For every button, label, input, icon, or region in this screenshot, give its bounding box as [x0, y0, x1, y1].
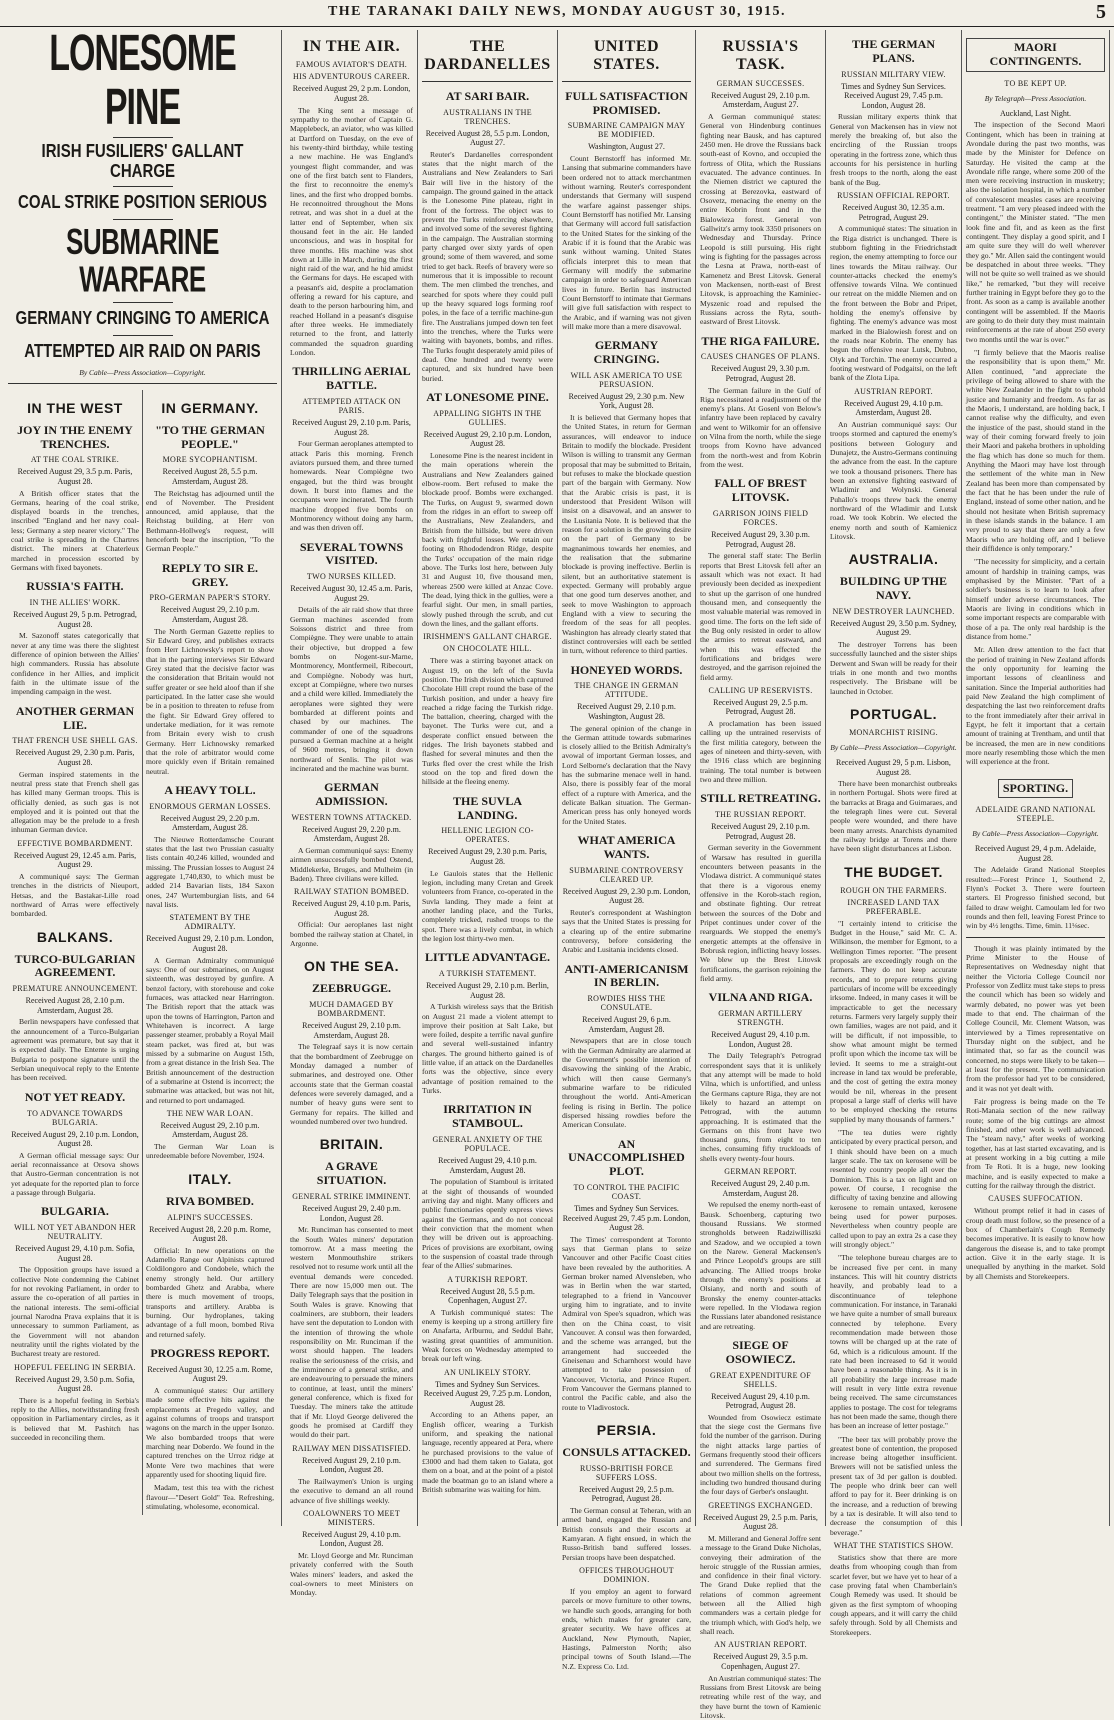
article-text: Mr. Runciman has consented to meet the South Wales miners' deputation tomorrow. At a mass meeting the western Monmouthshire strikers resolved not to resume work until all the eventual demands were conceded. There are now 15,000 men out. The Daily Telegraph says that the position in South Wales is grave. Knowing that coalminers, are stubborn, their leaders have sent the deputation to London with the intention of throwing the whole responsibility on Mr. Runciman if the worst should happen. The leaders realise the seriousness of the crisis, and the imminence of a general strike, and are endeavouring to persuade the miners to continue, at least, until the miners' general conference, which is fixed for Tuesday. The miners take the attitude that if Mr. Lloyd George delivered the goods he promised at Cardiff they would do their part.: [290, 1225, 413, 1440]
masthead: [0, 0, 1114, 27]
article-headline: NOT YET READY.: [24, 1089, 126, 1104]
article-text: A German Admiralty communiqué says: One of our submarines, on August sixteenth, was destroyed by gunfire. A benzol factory, with storehouse and coke furnaces, was attacked near Harrington. The British report that the attack was upon the towns of Harrington, Parton and Whitehaven is incorrect. A large passenger steamer, probably a Royal Mail steam packet, was fired at, but was missed by a submarine on August 15th, from a great distance in the Irish Sea. The British announcement of the destruction of a submarine at Ostend is incorrect; the submarine was attacked, but was not hit, and returned to port undamaged.: [146, 955, 274, 1105]
dateline: Received August 29, 4 p.m. Adelaide, August 28.: [974, 844, 1097, 863]
dateline: Received August 28, 2.10 p.m. Amsterdam, August 28.: [25, 996, 125, 1015]
article-headline: GERMAN ADMISSION.: [315, 780, 388, 808]
dateline: Received August 29, 3.5 p.m. Paris, August 28.: [17, 467, 133, 486]
article-text: A Turkish communiqué states: The enemy is keeping up a strong artillery fire on Anafarta, Arlburnu, and Seddul Bahr, wasting great quantities of ammunition. Weak forces on Wednesday attempted to break our left wing.: [422, 1307, 553, 1364]
article-text: The Railwaymen's Union is urging the executive to demand an all round advance of five shillings weekly.: [290, 1476, 413, 1505]
article-text: "I certainly intend to criticise the Budget in the House," said Mr. C. A. Wilkinson, the member for Egmont, to a Wellington Times reporter. "The present proposals are exceedingly rough on the farmers. They do not keep accurate records, and to prepare returns giving particulars of income will be exceedingly irksome. Indeed, in many cases it will be impracticable to get the necessary returns. Farmers very largely supply their own families, wages are not paid, and it will be difficult, if not impossible, to show what amount might be termed profit upon which the income tax will be levied. It seems to me a straight-out increase in land tax would be preferable, and the cost of getting the extra money would be nil, whereas in the present proposal a large staff of clerks will have to be employed checking the returns supplied by many thousands of farmers.": [830, 918, 957, 1124]
article-subhead: ON CHOCOLATE HILL.: [443, 644, 532, 654]
column-front: [4, 25, 282, 1526]
article-text: Berlin newspapers have confessed that the announcement of a Turco-Bulgarian agreement was premature, but say that it is expected daily. The Entente is urging Bulgaria to postpone signature until the Serbian unequivocal reply to the Entente has been received.: [11, 1017, 139, 1083]
article-text: The destroyer Torrens has been successfully launched and the sister ships Derwent and Swan will be ready for their trials in one month and two months respectively. The Brisbane will be launched in October.: [830, 640, 957, 696]
dateline: Received August 29, 3.30 p.m. Petrograd, August 28.: [711, 530, 810, 549]
headline-coal-strike: COAL STRIKE POSITION SERIOUS: [18, 191, 267, 213]
dateline: Received August 29, 4.10 p.m. Amsterdam, August 28.: [438, 1156, 537, 1175]
dateline: Received August 30, 12.25 a.m. Rome, August 29.: [147, 1364, 273, 1384]
dateline: Received August 29, 4.10 p.m. Petrograd, August 28.: [711, 1391, 810, 1411]
headline-germany-cringing: GERMANY CRINGING TO AMERICA: [15, 308, 270, 330]
article-text: Russian military experts think that General von Mackensen has in view not merely the breaking of, but also the encircling of the Russian troops operating in the fortress zone, which thus accounts for his persistence in hurling fresh troops to the north, along the east bank of the Bug.: [830, 112, 957, 187]
article-text: There was a stirring bayonet attack on August 19, on the left of the Suvla position. The Irish division which captured Chocolate Hill crept round the base of the Turkish position, and under a heavy fire reached a ridge facing the Turkish ridge. The battalion, cheering, charged with the bayonet. The Turks were cut, and a desperate conflict ensued between the ridges. The Irish bayonets stabbed and flashed for several minutes and then the Turks fled over the crest while the Irish stood on the top and fired down the hillside at the fleeing enemy.: [422, 656, 553, 787]
dateline: Received August 29, 2.10 p.m. Amsterdam, August 28.: [160, 605, 260, 624]
article-subhead: HIS ADVENTUROUS CAREER.: [293, 72, 410, 82]
article-text: An Austrian communiqué states: The Russians from Brest Litovsk are being retreating while rest of the way, and they have burnt the town of Kamienic Litovsk.: [700, 1673, 821, 1720]
dateline: Received August 29, 3.50 p.m. Sydney, August 29.: [830, 618, 957, 638]
article-subhead: WILL ASK AMERICA TO USE PERSUASION.: [570, 370, 683, 389]
article-headline: REPLY TO SIR E. GREY.: [161, 560, 259, 589]
section-german-plans: THE GERMAN PLANS.: [851, 37, 935, 65]
article-text: A communiqué says: The German trenches in the districts of Nieuport, Hetsas, and the Bastakar-Lille road northward of Arras were effectively bombarded.: [11, 872, 139, 919]
article-subhead: GREETINGS EXCHANGED.: [708, 1500, 813, 1510]
dateline: Received August 29, 2.40 p.m. London, August 28.: [302, 1203, 401, 1223]
section-sporting: SPORTING.: [998, 779, 1073, 799]
article-text: The King sent a message of sympathy to the mother of Captain G. Mapplebeck, an aviator, who was killed at Dartford on Tuesday, on the eve of his twenty-third birthday, while testing a new machine. He was England's youngest flight commander, and was one of the first batch sent to Flanders, the first to reconnoitre the enemy's lines, and the first who dropped bombs. He reconnoitred throughout the Mons retreat, and was shot in a duel at the latter end of September, when six thousand feet in the air. He landed unconscious, and was in hospital for three months. His machine was shot down at Lille in March, during the first night raid of the war, and he hid amidst the Germans for days. He escaped with a peasant's aid, despite a proclamation offering a reward for his capture, and death to the person harbouring him, and reached Holland in a peasant's disguise after three weeks. He immediately returned to the front, and latterly commanded the squadron guarding London.: [290, 105, 413, 358]
article-text: The general opinion of the change in the German attitude towards submarines is closely allied to the British Admiralty's avowal of important German losses, and Lord Selborne's declaration that the Navy has the submarine menace well in hand. Also, there is possibly fear of the moral effect of a rupture with America, and the delicate Balkan situation. The German-American press has only honeyed words for the United States.: [562, 723, 691, 826]
dateline: Received August 29, 2.10 p.m. London, August 28.: [302, 1455, 401, 1475]
article-subhead: GREAT EXPENDITURE OF SHELLS.: [710, 1370, 811, 1389]
article-subhead: SUBMARINE CONTROVERSY CLEARED UP.: [569, 865, 684, 884]
article-text: Wounded from Osowiecz estimate that the siege cost the Germans five fold the number of the garrison. During the night attacks large parties of Germans frequently stood their officers and surrendered. The Germans fired about two million shells on the fortress, including two hundred thousand during the four days of Gerber's onslaught.: [700, 1412, 821, 1497]
article-text: A communiqué states: Our artillery made some effective hits against the emplacements at Pregedo valley, and against columns of troops and transport wagons on the march in the upper Isonzo. We also bombarded troops that were marching near Doberdo. We found in the captured trenches on the Urroz ridge at Monte Vere two machines that were apparently used for shooting liquid fire.: [146, 1385, 274, 1479]
article-headline: HONEYED WORDS.: [570, 662, 683, 677]
dateline: Received August 29, 12.45 a.m. Paris, August 29.: [13, 850, 137, 870]
article-text: The general staff state: The Berlin reports that Brest Litovsk fell after an assault which was not exact. It had previously been decided as inexpedient to shut up the garrison of one hundred thousand men, and consequently the most valuable material was removed in good time. The forts on the left side of the Bug only resisted in order to allow the armies to retreat eastward, and when this was effected the fortifications and bridges were destroyed, and the garrison rejoined the field army.: [700, 551, 821, 682]
dateline: Received August 29, 2.20 p.m. Amsterdam, August 28.: [302, 824, 401, 844]
article-headline: BUILDING UP THE NAVY.: [839, 574, 948, 603]
section-persia: PERSIA.: [596, 1422, 657, 1438]
article-headline: VILNA AND RIGA.: [708, 990, 813, 1005]
dateline: Received August 29, 2.10 p.m. Amsterdam, August 27.: [711, 90, 810, 110]
advertisement-express: If you employ an agent to forward parcels or move furniture to other towns, we handle such goods, arranging for both ends, which makes for greater care, greater security. We have offices at Auckland, New Plymouth, Napier, Hastings, Palmerston North; also principal towns of South Island.—The N.Z. Express Co. Ltd.: [562, 1586, 691, 1671]
article-subhead: MUCH DAMAGED BY BOMBARDMENT.: [309, 1000, 394, 1019]
dateline: Received August 29, 5 p.m. Lisbon, August 28.: [836, 757, 951, 777]
dateline: Received August 29, 2.10 p.m. Petrograd, August 28.: [711, 822, 810, 841]
article-subhead: ROUGH ON THE FARMERS.: [840, 885, 947, 895]
headline-air-raid: ATTEMPTED AIR RAID ON PARIS: [24, 340, 261, 362]
article-text: According to an Athens paper, an English officer, wearing a Turkish uniform, and speaking the national language, recently appeared at Pera, where he purchased provisions to the value of £3000 and had them taken to Galata, got them on a boat, and at the point of a pistol made the boatman go to an island where a British submarine was waiting for him.: [422, 1410, 553, 1495]
article-subhead: GENERAL ANXIETY OF THE POPULACE.: [432, 1135, 543, 1154]
article-text: The Times' correspondent at Toronto says that German plans to seize Vancouver and other Pacific Coast cities have been revealed by the authorities. A German broker named Alvensleben, who was in Berlin when the war started, telegraphed to a friend in Vancouver urging him to ingratiate, and to invite Admiral von Spee's squadron, which was then on the China coast, to visit Vancouver. A consul was then forwarded, and the scheme was arranged, but the arrangement had succeeded the Gneisenau and Scharnhorst would have attempted to take possession of Vancouver, Victoria, and Prince Rupert. From Vancouver the Germans planned to control the Pacific cable, and also the route to Vladivostock.: [562, 1234, 691, 1412]
article-text: "The beer tax will probably prove the greatest bone of contention, the proposed increase being altogether insufficient. Brewers will not be satisfied unless the present tax of 3d per gallon is doubled. The people who drink beer can well afford to pay for it. Beer drinking is on the increase, and a reduction of brewing by a tax is desirable. It will also tend to decrease the consumption of this beverage.": [830, 1434, 957, 1537]
article-text: A Turkish wireless says that the British on August 21 made a violent attempt to improve their position at Salt Lake, but were foiled, despite a terrific naval gunfire and several well-sustained infantry charges. The ground hitherto gained is of little value, if an attack on the Dardanelles forts was the objective, since every advantage of position remained to the Turks.: [422, 1002, 553, 1096]
article-text: We repulsed the enemy north-east of Bausk. Schoenberg, capturing two thousand Russians. We stormed strongholds between Radziwilliszki and Szadow, and we occupied a town on the Narew. General Mackensen's and Prince Leopold's groups are still advancing. The Allied troops broke through the enemy's positions at Olsiany, and north and south of Bronsky the enemy counter-attacks were repelled. In the Vlodawa region the Russians later abandoned resistance and are retreating.: [700, 1200, 821, 1331]
dateline: Received August 29, 2.10 p.m. Amsterdam, August 28.: [160, 1120, 260, 1140]
dateline: Received August 29, 4.10 p.m. Sofia, August 28.: [15, 1244, 135, 1263]
article-headline: ANTI-AMERICANISM IN BERLIN.: [564, 961, 689, 990]
article-headline: THE RIGA FAILURE.: [701, 333, 820, 348]
article-subhead: PREMATURE ANNOUNCEMENT.: [12, 984, 138, 994]
article-headline: PROGRESS REPORT.: [150, 1345, 270, 1360]
article-subhead: HELLENIC LEGION CO-OPERATES.: [441, 826, 534, 845]
article-text: There have been monarchist outbreaks in northern Portugal. Shots were fired at the barracks at Braga and Guimaraes, and the telegraph lines were cut. Several people were wounded, and there have been many arrests. Anarchists dynamited the railway bridge at Torens and there have been slight disturbances at Lisbon.: [830, 779, 957, 854]
article-headline: ZEEBRUGGE.: [311, 981, 392, 996]
newspaper-title: THE TARANAKI DAILY NEWS, MONDAY AUGUST 30, 1915.: [327, 4, 787, 19]
article-subhead: IN THE ALLIES' WORK.: [29, 598, 121, 608]
article-subhead: HOPEFUL FEELING IN SERBIA.: [14, 1362, 136, 1372]
article-text: Though it was plainly intimated by the Prime Minister to the House of Representatives on Wednesday night that neither the Victoria College Council nor Professor von Zedlitz must take steps to press the council which has been so widely and warmly debated, no power was yet been made to that end. The chairman of the College Council, Mr. Clement Watson, was interviewed by a Times representative on Thursday night on the subject, and he intimated that, so far as the council was concerned, no steps were likely to be taken—at least for the present. The communication from the professor had yet to be considered, and it was not yet dealt with.: [966, 943, 1105, 1093]
dateline: Received August 29, 2.5 p.m. Petrograd, August 28.: [713, 697, 808, 717]
article-text: An Austrian communiqué says: Our troops stormed and captured the enemy's positions between Gologury and Dunajetz, the Austro-Germans continuing the advance from the east. In the capture we took a thousand prisoners. There has been an extensive fighting eastward of Wladimir and Wolynski. General Puhallo's troops threw back the enemy northward of the Wladimir and Lutsk road. We took Kobrin. We elected the enemy north and south of Kamienicz Litovsk.: [830, 419, 957, 541]
dateline: Received August 29, 4.10 p.m. Paris, August 28.: [292, 899, 411, 918]
page-number: 5: [1096, 1, 1106, 23]
article-subhead: ENORMOUS GERMAN LOSSES.: [149, 801, 271, 811]
article-text: There is a hopeful feeling in Serbia's reply to the Allies, notwithstanding fresh opposition in Parliamentary circles, as it is believed that M. Pashitch has succeeded in reconciling them.: [11, 1395, 139, 1443]
article-subhead: AUSTRALIANS IN THE TRENCHES.: [443, 107, 532, 126]
article-text: The inspection of the Second Maori Contingent, which has been in training at Avondale during the past two months, was made by the Minister for Defence on Saturday. He visited the camp at the Avondale rifle range, where some 200 of the men were receiving instruction in musketry; also the isolation hospital, in which a number of convalescent measles cases are receiving treatment. "I am very pleased indeed with the contingent," the Minister stated. "The men look fine and fit, and as keen as the first contingent. They display a good spirit, and I am quite sure they will do well wherever they go." Mr. Allen said the contingent would be despatched in about three weeks. "They will not be quite so well trained as we should like," he remarked, "but they will receive further training in Egypt before they go to the front. As soon as a camp is available another contingent will be assembled. If the Maoris are going to do their duty they must maintain reinforcements at the rate of about 250 every two months until the war is over.": [966, 120, 1105, 344]
dateline: Received August 29, 3.5 p.m. Copenhagen, August 27.: [713, 1652, 808, 1672]
article-headline: TURCO-BULGARIAN AGREEMENT.: [14, 951, 136, 980]
advertisement-heading: WHAT THE STATISTICS SHOW.: [833, 1541, 954, 1551]
article-subhead: TO BE KEPT UP.: [1004, 78, 1067, 88]
article-text: The Nieuwe Rotterdamsche Courant states that the last two Prussian casualty lists contain 40,246 killed, wounded and missing. The Prussian losses to August 24 aggregate 1,740,830, to which must be added 214 Bavarian lists, 184 Saxon ones, 247 Wurtemburgian lists, and 64 naval lists.: [146, 834, 274, 910]
article-subhead: ALPINI'S SUCCESSES.: [167, 1212, 253, 1222]
dateline: Received August 29, 2.20 p.m. Amsterdam, August 28.: [160, 813, 260, 833]
article-subhead: AT THE COAL STRIKE.: [30, 455, 120, 465]
article-text: Reuter's correspondent at Washington says that the United States is pressing for a clearing up of the entire submarine controversy, before considering the Arabic and Lusitania incidents closed.: [562, 907, 691, 955]
dateline: Received August 29, 3.30 p.m. Petrograd, August 28.: [711, 364, 810, 383]
dateline: Received August 29, 2.30 p.m. New York, August 28.: [568, 391, 685, 411]
article-subhead: TO ADVANCE TOWARDS BULGARIA.: [27, 1108, 123, 1127]
article-subhead: IRISHMEN'S GALLANT CHARGE.: [423, 632, 552, 642]
section-maori-contingents: MAORI CONTINGENTS.: [966, 38, 1105, 72]
article-subhead: EFFECTIVE BOMBARDMENT.: [17, 838, 133, 848]
advertisement-cough-remedy: Without prompt relief it had in cases of croup death must follow, so the presence of a box of Chamberlain's Cough Remedy becomes imperative. It is easily to know how dangerous the disease is, and to take prompt action. Give it in the early stage. It is unequalled by anything in the market. Sold by all Chemists and Storekeepers.: [966, 1206, 1105, 1281]
article-subhead: ROWDIES HISS THE CONSULATE.: [587, 994, 666, 1013]
dateline: Received August 29, 6 p.m. Amsterdam, August 28.: [582, 1015, 671, 1034]
article-text: The German failure in the Gulf of Riga necessitated a readjustment of the enemy's plans. At Gosenl von Below's infantry have been replaced by cavalry and went to Wilkomir for an offensive on Vilna from the north, while the siege troops from Kovno have advanced from the north-west and from Kobrin from the west.: [700, 385, 821, 470]
dateline: Received August 28, 2.20 p.m. Rome, August 28.: [149, 1224, 271, 1244]
article-subhead: GERMAN SUCCESSES.: [716, 78, 805, 88]
section-portugal: PORTUGAL.: [850, 705, 937, 722]
section-in-the-west: IN THE WEST: [27, 399, 123, 416]
dateline: Received August 29, 2.10 p.m. London, August 28.: [423, 429, 552, 449]
article-text: A German official message says: Our aerial reconnaissance at Orsova shows that Austro-German concentration is not yet adequate for the reported plan to force a passage through Bulgaria.: [11, 1150, 139, 1198]
article-text: The German War Loan is unredeemable before November, 1924.: [146, 1142, 274, 1161]
subcolumn-germany: [143, 390, 277, 1516]
dateline: Received August 28, 5.5 p.m. Amsterdam, August 28.: [162, 467, 258, 486]
section-on-the-sea: ON THE SEA.: [304, 958, 399, 975]
dateline: Received August 29, 2.5 p.m. Petrograd, August 28.: [579, 1484, 674, 1504]
article-headline: A HEAVY TOLL.: [164, 782, 256, 797]
article-subhead: MORE SYCOPHANTISM.: [162, 455, 258, 465]
article-text: German inspired statements in the neutral press state that French shell gas has killed many German troops. This is officially denied, as such gas is not employed and it is pointed out that the allegation may be the prelude to a fresh inhuman German device.: [11, 769, 139, 835]
dateline: Received August 29, 2.10 p.m. Berlin, August 28.: [426, 980, 549, 1000]
headline-lonesome-pine: LONESOME PINE: [49, 25, 236, 136]
dateline: Washington, August 27.: [588, 142, 665, 152]
article-subhead: CAUSES CHANGES OF PLANS.: [700, 352, 821, 362]
article-subhead: WESTERN TOWNS ATTACKED.: [291, 812, 412, 822]
column-air-sea: [286, 30, 418, 1598]
article-subhead: THE RUSSIAN REPORT.: [714, 810, 807, 820]
article-subhead: AN UNLIKELY STORY.: [444, 1367, 531, 1377]
article-subhead: THE CHANGE IN GERMAN ATTITUDE.: [574, 681, 679, 700]
dateline: Received August 30, 12.35 a.m. Petrograd, August 29.: [842, 203, 945, 222]
article-subhead: ATTEMPTED ATTACK ON PARIS.: [302, 397, 401, 416]
section-in-germany: IN GERMANY.: [161, 399, 259, 416]
article-text: The German consul at Teheran, with an armed band, engaged the Russian and British consuls and their escorts at Kamyaran. A fight ensued, in which the Russo-British band suffered losses. Persian troops have been despatched.: [562, 1505, 691, 1562]
article-subhead: GERMAN REPORT.: [724, 1167, 797, 1177]
article-text: Lonesome Pine is the nearest incident in the main operations wherein the Australians and New Zealanders gained elbow-room. Bert refused to make the blockade proof. Bombs were exchanged. The Turks, on August 9, swarmed down from the ridges in an effort to sweep off the Australians, New Zealanders, and British from the hillside, but were driven back with frightful losses. We retain our footing on Rhododendron Ridge, despite the Turks' occupation of the main ridge above. The Turks lost here, between July 31 and August 10, five thousand men, whereas 2500 were killed at Anzac Cove. The dead, lying thick in the gullies, were a fearful sight. Our men, in small parties, slowly pushed through the scrub, and cut down the lines, and the gallant efforts.: [422, 450, 553, 628]
article-subhead: A TURKISH REPORT.: [447, 1274, 528, 1284]
article-subhead: FAMOUS AVIATOR'S DEATH.: [295, 60, 408, 70]
article-headline: "TO THE GERMAN PEOPLE.": [155, 422, 265, 451]
advertisement-heading: CAUSES SUFFOCATION.: [988, 1194, 1083, 1204]
article-text: The Adelaide Grand National Steeples resulted:—Forest Prince 1, Southend 2, Flynn's Pocket 3. There were fourteen starters. El Progresso finished second, but failed to draw weight. Camoulam led for two rounds and then fell, leaving Forest Prince to win by 4½ lengths. Time, 6min. 11⅛sec.: [966, 865, 1105, 931]
dateline: Received August 29, 2.10 p.m. London, August 28.: [11, 1129, 139, 1149]
article-text: German severity in the Government of Warsaw has resulted in guerilla encounters between peasants in the Vlodawa district. A communiqué states that there is a vigorous enemy offensive in the Korob-stach region, and obstinate fighting. Our retreat between the sources of the Dobr and Pripet continues under cover of the rearguards. We stopped the enemy's energetic attempts at the offensive in Bobrusk region, inflicting heavy losses. We blew up the Brest Litovsk fortifications, the garrison rejoining the field army.: [700, 843, 821, 983]
section-budget: THE BUDGET.: [844, 863, 943, 880]
column-dardanelles: [418, 30, 558, 1526]
article-headline: AT SARI BAIR.: [445, 88, 530, 103]
article-headline: GERMANY CRINGING.: [593, 338, 660, 366]
article-text: Details of the air raid show that three German machines ascended from Soissons district and three from Compiègne. They were unable to attain their objective, but dropped a few bombs on Nogent-sur-Marne, Montmorency, Montfermeil, Ribecourt, and Compiègne. Nobody was hurt, except at Compiègne, where two nurses and a child were killed. Immediately the aeroplanes were sighted they were bombarded at different points and chased by our machines. The commander of one of the squadrons pursued a German machine at a height of 9600 metres, bringing it down northward of Senlis. The pilot was incinerated and the machine was burnt.: [290, 605, 413, 773]
article-subhead: RAILWAY MEN DISSATISFIED.: [292, 1443, 411, 1453]
article-headline: RIVA BOMBED.: [166, 1193, 254, 1208]
article-headline: IRRITATION IN STAMBOUL.: [443, 1102, 532, 1131]
article-subhead: GENERAL STRIKE IMMINENT.: [292, 1191, 411, 1201]
dateline: Received August 29, 2.10 p.m. Washington, August 28.: [577, 702, 676, 721]
dateline: Received August 29, 2.30 p.m. London, August 28.: [562, 886, 691, 906]
article-text: M. Millerand and General Joffre sent a message to the Grand Duke Nicholas, conveying their admiration of the heroic struggle of the Russian armies, and confidence in their final victory. The Grand Duke replied that the relations of common agreement between all the Allied high commanders was a certain pledge for the triumph which, with God's help, we shall reach.: [700, 1533, 821, 1637]
column-german-plans: [826, 30, 962, 1637]
article-subhead: SUBMARINE CAMPAIGN MAY BE MODIFIED.: [567, 121, 686, 140]
article-text: Four German aeroplanes attempted to attack Paris this morning. French aviators pursued them, and three turned homewards. Near Compiègne two engaged, but the third was brought down. It burst into flames and the occupants were incinerated. The fourth machine dropped five bombs on Montmorency without doing any harm, and was then driven off.: [290, 439, 413, 533]
article-headline: JOY IN THE ENEMY TRENCHES.: [17, 422, 133, 451]
article-headline: LITTLE ADVANTAGE.: [425, 950, 550, 965]
dateline: Times and Sydney Sun Services. Received August 29, 7.45 p.m. London, August 28.: [841, 81, 946, 110]
dateline: Times and Sydney Sun Services. Received August 29, 7.25 p.m. London, August 28.: [423, 1379, 552, 1408]
article-subhead: ADELAIDE GRAND NATIONAL STEEPLE.: [975, 805, 1096, 824]
article-headline: THE SUVLA LANDING.: [452, 793, 523, 822]
byline: By Cable—Press Association—Copyright.: [830, 742, 957, 752]
byline: By Cable—Press Association—Copyright.: [79, 367, 206, 377]
dateline: Received August 29, 2.10 p.m. Amsterdam, August 28.: [302, 1021, 401, 1040]
dateline: Received August 29, 5 p.m. Petrograd, August 28.: [13, 610, 137, 629]
article-text: A German communiqué states: General von Hindenburg continues fighting near Bausk, and has captured 2450 men. He drove the Russians back south-east of Kovno, and occupied the fortress of Olita, which the Russians evacuated. The advance continues. In the Niemen district we captured the crossing at Berezovka, eastward of Osovetz, menacing the enemy on the entire Kobrin front and in the Bialowieza forest. General von Gallwitz's army took 3350 prisoners on Wednesday and Thursday. Prince Leopold is still pursuing. His right wing is fighting for the passages across the Lesna at Prawa, north-east of Kamenetz and Brest Litovsk. General von Mackensen, north-east of Brest Litovsk, is approaching the Kaminiec-Myszenic road and repulsed the Russians across the Ryta, south-eastward of Brest Litovsk.: [700, 111, 821, 327]
column-maori-sport: [962, 30, 1110, 1526]
article-text: The Daily Telegraph's Petrograd correspondent says that it is unlikely that any attempt will be made to hold Vilna, which is unfortified, and unless the Germans capture Riga, they are not likely to hazard an attempt on Petrograd, with the autumn approaching. It is estimated that the Germans on this front have two thousand guns, from eight to ten inches, consuming fifty truckloads of shells every twenty-four hours.: [700, 1051, 821, 1163]
article-subhead: RAILWAY STATION BOMBED.: [293, 887, 410, 897]
article-text: A British officer states that the Germans, hearing of the coal strike, displayed boards in the trenches, inscribed "England and her navy coal-less; Germany a step nearer victory." The coal strike is spreading in the Chartres district. The miners at Chaterleux marched in procession escorted by Germans with fixed bayonets.: [11, 488, 139, 573]
article-text: "The tea duties were rightly anticipated by every practical person, and I think should have been on a much larger scale. The tax on kerosene will be resented by country people all over the Dominion. This is a tax on light and on power. Of course, I recognise the difficulty of taxing benzine and allowing kerosene to remain untaxed, kerosene being used for power purposes. Nevertheless when country people are called upon to pay an extra 2s a case they will strongly object.": [830, 1128, 957, 1249]
article-subhead: COALOWNERS TO MEET MINISTERS.: [302, 1508, 401, 1527]
section-dardanelles: THE DARDANELLES: [424, 38, 551, 74]
article-subhead: THAT FRENCH USE SHELL GAS.: [12, 736, 138, 746]
article-headline: BULGARIA.: [41, 1204, 109, 1219]
article-headline: IN THE AIR.: [302, 38, 401, 55]
headline-irish-fusiliers: IRISH FUSILIERS' GALLANT CHARGE: [41, 141, 244, 183]
article-text: Fair progress is being made on the Te Roti-Manaia section of the new railway route; some of the big cuttings are almost finished, and other work is well advanced. The "steam navy," after weeks of working together, has at last started excavating, and is at present working in a big cutting a mile from Te Roti. It is a huge, new looking machine, and is easily expected to make a cutting for the railway through the district.: [966, 1097, 1105, 1190]
article-subhead: GERMAN ARTILLERY STRENGTH.: [718, 1009, 803, 1028]
section-balkans: BALKANS.: [36, 928, 114, 945]
dateline: Received August 29, 2.10 p.m. Paris, August 28.: [292, 418, 411, 437]
dateline: Received August 30, 12.45 a.m. Paris, August 29.: [290, 584, 413, 603]
article-text: The Telegraaf says it is now certain that the bombardment of Zeebrugge on Monday damaged a number of submarines, and destroyed one. Other accounts state that the German coastal defences were severely damaged, and a number of heavy guns were sent to Germany for repairs. The killed and wounded numbered over two hundred.: [290, 1042, 413, 1127]
article-subhead: INCREASED LAND TAX PREFERABLE.: [847, 897, 940, 916]
article-subhead: PRO-GERMAN PAPER'S STORY.: [149, 593, 271, 603]
article-text: The Opposition groups have issued a collective Note condemning the Cabinet for not revoking Parliament, in order to assure the co-operation of all parties in the national interests. The semi-official journal Narodna Prava explains that it is unnecessary to summon Parliament, as the Government will not abandon neutrality until the rights violated by the Bucharest treaty are restored.: [11, 1265, 139, 1359]
section-russias-task: RUSSIA'S TASK.: [722, 38, 799, 74]
article-text: M. Sazonoff states categorically that never at any time was there the slightest difference of opinion between the Allies' high commanders. Russia has absolute confidence in her Allies, and implicit faith in the ultimate issue of the impending campaign in the west.: [11, 631, 139, 697]
article-text: "The necessity for simplicity, and a certain amount of hardship in training camps, was emphasised by the Minister. "Part of a soldier's business is to learn to look after himself under adverse circumstances. The Maoris are living in conditions which in some important respects are comparable with those of a pa. The only real hardship is the distance from home.": [966, 557, 1105, 641]
article-subhead: AUSTRIAN REPORT.: [854, 386, 933, 396]
article-headline: A GRAVE SITUATION.: [316, 1159, 387, 1188]
article-headline: AN UNACCOMPLISHED PLOT.: [568, 1136, 685, 1179]
article-subhead: TWO NURSES KILLED.: [306, 572, 397, 582]
article-text: The North German Gazette replies to Sir Edward Grey, and publishes extracts from Herr Lichnowsky's report to show that in the parting interviews Sir Edward Grey stated that the decisive factor was the consideration that Britain would not suffer greater or see held aloof than if she participated. In the latter case she would be in a position to threaten to refuse from the fight. Sir Edward Grey offered to undertake mediation, for it was remote from Britain every wish to crush Germany. Herr Lichnowsky remarked that the role of arbitrator would come more quickly even if Britain remained neutral.: [146, 626, 274, 776]
article-text: The population of Stamboul is irritated at the sight of thousands of wounded arriving day and night. Many officers and public functionaries openly express views against the Germans, and do not conceal their conviction that the moment when they will be driven out is approaching. Prices of provisions are exorbitant, owing to the suspension of coastal trade through fear of the Allies' submarines.: [422, 1177, 553, 1271]
section-australia: AUSTRALIA.: [848, 551, 939, 568]
advertisement-tea: Madam, test this tea with the richest flavour—"Desert Gold" Tea. Refreshing, stimulating, wholesome, economical.: [146, 1483, 274, 1511]
article-text: Le Gaulois states that the Hellenic legion, including many Cretan and Greek volunteers from France, co-operated in the Suvla landing. They made a feint at another landing place, and the Turks, completely tricked, rushed troops to the spot. There was a lively combat, in which the legion lost thirty-two men.: [422, 868, 553, 943]
article-subhead: NEW DESTROYER LAUNCHED.: [832, 606, 955, 616]
article-text: "I firmly believe that the Maoris realise the responsibility that is upon them," Mr. Allen continued, "and appreciate the privilege of being allowed to share with the white New Zealander in the fight to uphold justice and humanity and freedom. As far as the Maoris, I understand, are holding back, I cannot realise why the difficulty, and even the injustice of the past, should stand in the way of their coming forward freely to join their Maori and pakeha brothers in upholding the flag which has done so much for them. Anything the Maori may have lost through the settlement of the white man in New Zealand has been more than compensated by the fact that he has been under the rule of England, instead of some other nation, and he should not hesitate when British supremacy in these islands stands in the balance. I am very proud to say that there are only a few Maoris who are holding off, and I believe their diffidence is only temporary.": [966, 348, 1105, 553]
dateline: Received August 29, 2.10 p.m. London, August 28.: [146, 934, 274, 954]
article-subhead: RUSSO-BRITISH FORCE SUFFERS LOSS.: [579, 1463, 674, 1482]
dateline: Received August 29, 3.50 p.m. Sofia, August 28.: [15, 1374, 135, 1394]
article-headline: SEVERAL TOWNS VISITED.: [299, 539, 404, 568]
article-subhead: CALLING UP RESERVISTS.: [708, 685, 813, 695]
article-text: It is believed that Germany hopes that the United States, in return for German assurances, will endeavor to induce Britain to modify the blockade. President Wilson is willing to transmit any German proposal that may be submitted to Britain, but refuses to make the blockade question part of the bargain with Germany. Now that the Arabic crisis is past, it is understood that President Wilson will insist on a disavowal, and an answer to the Lusitania Note. It is believed that the reason for a solution is the growing desire on the part of Germany to be magnanimous towards her enemies, and the realisation that the submarine blockade is proving ineffective. Berlin is silent, but an authoritative statement is expected. Germany will probably argue that one good turn deserves another, and seek to move Washington to approach England with a view to securing the freedom of the seas for all peoples. Washington has already clearly stated that distinct controversies will each be settled in turn, without reference to third parties.: [562, 412, 691, 656]
article-text: Newspapers that are in close touch with the German Admiralty are alarmed at the Government's possible intention of disavowing the sinking of the Arabic, which will then cause Germany's submarine warfare to be ridiculed throughout the world. Anti-American feeling is rising in Berlin. The police dispersed hissing rowdies before the American Consulate.: [562, 1036, 691, 1130]
article-subhead: RUSSIAN OFFICIAL REPORT.: [837, 191, 950, 200]
dateline: Received August 29, 2 p.m. London, August 28.: [292, 84, 411, 103]
article-text: Mr. Lloyd George and Mr. Runciman privately conferred with the South Wales miners' leaders, and asked the coal-owners to meet Ministers on Monday.: [290, 1551, 413, 1598]
article-text: A German communiqué says: Enemy airmen unsuccessfully bombed Ostend, Middlekerke, Bruges, and Mulheim (in Baden). Three civilians were killed.: [290, 845, 413, 883]
article-text: Reuter's Dardanelles correspondent states that the night march of the Australians and New Zealanders to Sari Bair will live in the history of the campaign. The ground gained in the attack is the Lonesome Pine plateau, right in front of the fortress. The object was to prevent the Turks reinforcing elsewhere, and involved some of the severest fighting in the campaign. The Australian storming party charged over sixty yards of open ground; some of them wavered, and some tried to get back. Reefs of bravery were so numerous that it is impossible to recount them. The men climbed the trenches, and searched for spots where they could pull up the heavy squared logs forming roof poles, in the face of a terrific machine-gun fire. The Australians jumped down ten feet into the trenches, where the Turks were waiting with bayonets, bombs, and rifles. The Turks fought desperately amid piles of dead. One hundred and twenty were captured, and six hundred have been buried.: [422, 149, 553, 383]
article-headline: FALL OF BREST LITOVSK.: [714, 476, 807, 505]
dateline: Times and Sydney Sun Services. Received August 29, 7.45 p.m. London, August 28.: [562, 1203, 691, 1233]
section-britain: BRITAIN.: [319, 1136, 384, 1153]
article-headline: SIEGE OF OSOWIECZ.: [725, 1337, 796, 1366]
article-text: The Reichstag has adjourned until the end of November. The President announced, amid applause, that the Reichstag building, at Herr von Bethmann-Hollweg's request, will henceforth bear the inscription, "To the German People.": [146, 488, 274, 554]
article-headline: AT LONESOME PINE.: [426, 389, 549, 404]
dateline: Received August 29, 2.30 p.m. Paris, August 28.: [428, 847, 547, 866]
byline: By Telegraph—Press Association.: [984, 93, 1087, 103]
article-text: A proclamation has been issued calling up the untrained reservists of the first militia category, between the ages of nineteen and thirty-seven, with the 1916 class which are beginning training. The total number is between two and three million.: [700, 719, 821, 784]
article-text: Mr. Allen drew attention to the fact that the period of training in New Zealand affords the only opportunity for learning the important lessons of cleanliness and sanitation. Since the Imperial authorities had paid New Zealand the high compliment of despatching the last two reinforcement drafts to the front immediately after their arrival in Egypt, he felt it important that a certain amount of training at Trentham, and until that be increased, the men are in new conditions more nearly resembling those which the men will experience at the front.: [966, 645, 1105, 767]
subcolumn-west: [8, 390, 143, 1516]
article-headline: WHAT AMERICA WANTS.: [577, 833, 676, 861]
article-headline: FULL SATISFACTION PROMISED.: [565, 88, 688, 117]
advertisement-cough-remedy: Statistics show that there are more deaths from whooping cough than from scarlet fever, but we have yet to hear of a case proving fatal when Chamberlain's Cough Remedy was used. It should be given as the first symptom of whooping cough appears, and it will carry the child safely through. Sold by all Chemists and Storekeepers.: [830, 1553, 957, 1637]
dateline: Received August 28, 5.5 p.m. Copenhagen, August 27.: [440, 1286, 535, 1306]
section-italy: ITALY.: [188, 1170, 232, 1187]
section-united-states: UNITED STATES.: [593, 38, 660, 74]
article-headline: STILL RETREATING.: [700, 791, 821, 806]
article-text: Official: Our aeroplanes last night bombed the railway station at Chatel, in Argonne.: [290, 920, 413, 949]
article-text: Count Bernstorff has informed Mr. Lansing that submarine commanders have been ordered not to attack merchantmen without warning. Reuter's correspondent understands that Germany will suspend the warfare against passenger ships. Count Bernstorff has notified Mr. Lansing that Germany will accord full satisfaction to the United States for the sinking of the Arabic if it is found that the Arabic was sunk without warning. United States officials interpret this to mean that Germany will modify the submarine campaign in order to safeguard American lives in future. Berlin has instructed Count Bernstorff to intimate that Germans will give full satisfaction with respect to the Arabic, and if warning was not given will make more than a mere disavowal.: [562, 153, 691, 331]
article-text: Official: In new operations on the Adamello Range our Alpinists captured Coldilongoro and Condobele, which the enemy strongly held. Our artillery bombarded Ghetz and Arabba, where there is much movement of troops, transports and artillery. Arabba is burning. Our hydroplanes, taking advantage of a full moon, bombed Riva and returned safely.: [146, 1245, 274, 1339]
dateline: Auckland, Last Night.: [999, 108, 1072, 118]
column-united-states: [558, 30, 696, 1671]
article-headline: ANOTHER GERMAN LIE.: [15, 703, 135, 732]
article-subhead: RUSSIAN MILITARY VIEW.: [841, 69, 946, 79]
article-subhead: THE NEW WAR LOAN.: [166, 1108, 254, 1118]
dateline: Received August 29, 2.40 p.m. Amsterdam, August 28.: [711, 1179, 810, 1198]
article-subhead: MONARCHIST RISING.: [849, 727, 938, 737]
dateline: Received August 29, 4.10 p.m. London, August 28.: [302, 1529, 401, 1549]
article-headline: RUSSIA'S FAITH.: [26, 579, 124, 594]
column-russia: [696, 30, 826, 1720]
article-text: "The telephone bureau charges are to be increased five per cent. in many instances. This will hit country districts heavily, and probably lead to a discontinuance of telephone communication. For instance, in Taranaki we have quite a number of small bureaux connected by telephone. Every recommendation made between those towns will be charged up at the rate of 6d, which is a ridiculous amount. If the rate had been increased to 6d it would have been a reasonable thing. As it is in all probability the large increase made will result in very little extra revenue being received. The same circumstances applies to postage. The cost for telegrams has not been made the same, though there has been an increase of letter postage.": [830, 1253, 957, 1431]
dateline: Received August 29, 2.30 p.m. Paris, August 28.: [15, 748, 135, 767]
dateline: Received August 29, 4.10 p.m. Amsterdam, August 28.: [844, 398, 943, 418]
headline-submarine-warfare: SUBMARINE WARFARE: [66, 219, 219, 301]
dateline: Received August 29, 2.5 p.m. Paris, August 28.: [703, 1512, 818, 1532]
dateline: Received August 28, 5.5 p.m. London, August 27.: [425, 128, 550, 148]
article-subhead: STATEMENT BY THE ADMIRALTY.: [169, 913, 251, 932]
advertisement-heading: OFFICES THROUGHOUT DOMINION.: [579, 1565, 674, 1584]
article-subhead: APPALLING SIGHTS IN THE GULLIES.: [433, 408, 542, 427]
article-subhead: WILL NOT YET ABANDON HER NEUTRALITY.: [14, 1223, 136, 1242]
article-subhead: A TURKISH STATEMENT.: [438, 968, 537, 978]
article-subhead: GARRISON JOINS FIELD FORCES.: [712, 509, 809, 528]
article-headline: CONSULS ATTACKED.: [562, 1445, 691, 1459]
article-subhead: AN AUSTRIAN REPORT.: [714, 1640, 807, 1650]
byline: By Cable—Press Association—Copyright.: [972, 829, 1099, 839]
article-text: A communiqué states: The situation in the Riga district is unchanged. There is stubborn fighting in the Friedrichstadt region, the enemy attempting to force our lines towards the Mitau railway. Our counter-attacks checked the enemy's offensive towards Vilna. We continued our retreat on the middle Niemen and on the front between the Bobr and Pripet, holding the enemy's offensive by fighting. The enemy's advance was most marked in the Bialowiesh forest and on the roads near Kobrin. The enemy has begun the offensive near Lutsk, Dubno, Olyk and Torchin. The enemy occurred a footing westward of Podgaitsi, on the left bank of the Zlota Lipa.: [830, 224, 957, 383]
dateline: Received August 29, 4.10 p.m. London, August 28.: [711, 1030, 810, 1049]
article-subhead: TO CONTROL THE PACIFIC COAST.: [573, 1182, 680, 1201]
article-headline: THRILLING AERIAL BATTLE.: [292, 364, 411, 393]
